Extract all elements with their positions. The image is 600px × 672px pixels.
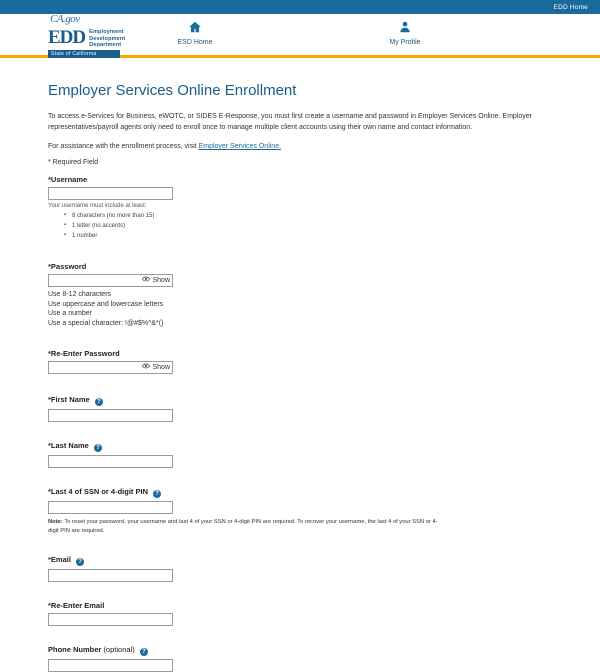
username-required-star: *: [48, 175, 51, 184]
username-hint-item: ▪ 1 letter (no accents): [64, 221, 552, 231]
nav-item-esd-home-label: ESD Home: [177, 39, 213, 46]
reenter-password-required-star: *: [48, 349, 51, 358]
ssn-pin-note-text: To reset your password, your username and last 4 of your SSN or 4-digit PIN are required. To recover your username, the last 4 of your SSN or 4-digit PIN are required.: [48, 519, 438, 534]
ssn-pin-label-text: Last 4 of SSN or 4-digit PIN: [50, 487, 149, 496]
password-label-text: Password: [50, 262, 87, 271]
edd-logo-subtitle: State of California: [48, 50, 120, 58]
field-group-password: [48, 262, 552, 328]
reenter-email-required-star: *: [48, 601, 51, 610]
ssn-pin-note: [48, 518, 448, 536]
edd-home-link[interactable]: EDD Home: [553, 3, 588, 11]
field-group-reenter-email: [48, 601, 552, 626]
password-show-label: Show: [152, 277, 170, 284]
home-icon: [187, 20, 203, 37]
email-label: [48, 555, 552, 566]
help-icon[interactable]: ?: [76, 558, 84, 566]
help-icon[interactable]: ?: [94, 444, 102, 452]
ca-gov-text: CA.gov: [50, 13, 80, 25]
field-group-ssn-pin: [48, 487, 552, 536]
email-label-text: Email: [50, 555, 71, 564]
nav-item-esd-home[interactable]: [155, 20, 235, 46]
eye-icon: [142, 275, 150, 286]
password-rule-item: Use 8-12 characters: [48, 291, 112, 298]
first-name-label-text: First Name: [50, 395, 90, 404]
page-intro-text: To access e-Services for Business, eWOTC, or SIDES E-Response, you must first create a username and password in Employer Services Online. Employer representatives/payroll agents only need to enroll once to manage multiple client accounts using their own name and contact information.: [48, 113, 532, 131]
password-rule-item: Use a number: [48, 310, 92, 317]
username-hint-list: [64, 211, 552, 241]
reenter-password-show-label: Show: [152, 364, 170, 371]
nav-item-my-profile-label: My Profile: [389, 39, 421, 46]
nav-item-my-profile[interactable]: [365, 20, 445, 46]
edd-logo-line-2: Development: [89, 35, 126, 42]
password-rules: [48, 290, 552, 328]
password-rule-item: Use a special character: !@#$%^&*(): [48, 319, 164, 327]
first-name-required-star: *: [48, 395, 51, 404]
reenter-password-label: [48, 349, 552, 358]
field-group-first-name: [48, 395, 552, 422]
last-name-label: [48, 441, 552, 452]
reenter-password-show-toggle[interactable]: [142, 362, 170, 373]
email-input[interactable]: [48, 569, 173, 582]
password-label: [48, 262, 552, 271]
help-icon[interactable]: ?: [153, 490, 161, 498]
page-title: Employer Services Online Enrollment: [48, 82, 297, 99]
field-group-reenter-password: [48, 349, 552, 374]
main-content: [0, 82, 600, 672]
phone-optional-text: (optional): [103, 645, 135, 654]
utility-top-bar: [0, 0, 600, 14]
password-input-wrapper: [48, 274, 173, 287]
first-name-label: [48, 395, 552, 406]
assistance-prefix: For assistance with the enrollment process, visit: [48, 143, 199, 150]
ssn-pin-input[interactable]: [48, 501, 173, 514]
password-rule-item: Use uppercase and lowercase letters: [48, 300, 164, 308]
password-required-star: *: [48, 262, 51, 271]
phone-input[interactable]: [48, 659, 173, 672]
phone-label-text: Phone Number: [48, 645, 102, 654]
username-label: [48, 175, 552, 184]
field-group-username: [48, 175, 552, 241]
edd-logo-line-3: Department: [89, 42, 122, 48]
help-icon[interactable]: ?: [140, 648, 148, 656]
help-icon[interactable]: ?: [95, 398, 103, 406]
reenter-password-input-wrapper: [48, 361, 173, 374]
user-icon: [397, 20, 413, 37]
edd-logo-line-1: Employment: [89, 29, 124, 35]
username-hint-item: ▪ 1 number: [64, 231, 552, 241]
username-hint-item: ▪ 8 characters (no more than 15): [64, 211, 552, 221]
field-group-last-name: [48, 441, 552, 468]
required-field-note: * Required Field: [48, 159, 99, 166]
assistance-text: [48, 143, 552, 150]
ssn-pin-note-prefix: Note:: [48, 519, 63, 525]
employer-services-online-link[interactable]: Employer Services Online.: [198, 143, 282, 150]
field-group-email: [48, 555, 552, 582]
email-required-star: *: [48, 555, 51, 564]
reenter-email-input[interactable]: [48, 613, 173, 626]
first-name-input[interactable]: [48, 409, 173, 422]
last-name-required-star: *: [48, 441, 51, 450]
site-header: [0, 14, 600, 58]
username-label-text: Username: [50, 175, 88, 184]
reenter-email-label: [48, 601, 552, 610]
reenter-password-label-text: Re-Enter Password: [50, 349, 120, 358]
last-name-label-text: Last Name: [50, 441, 89, 450]
ssn-pin-required-star: *: [48, 487, 51, 496]
last-name-input[interactable]: [48, 455, 173, 468]
header-navigation: [0, 20, 600, 46]
username-input[interactable]: [48, 187, 173, 200]
ssn-pin-label: [48, 487, 552, 498]
edd-logo-initials: EDD: [48, 27, 86, 48]
password-show-toggle[interactable]: [142, 275, 170, 286]
phone-label: [48, 645, 552, 656]
eye-icon: [142, 362, 150, 373]
username-hint-heading: Your username must include at least:: [48, 203, 147, 209]
reenter-email-label-text: Re-Enter Email: [50, 601, 105, 610]
field-group-phone: [48, 645, 552, 672]
